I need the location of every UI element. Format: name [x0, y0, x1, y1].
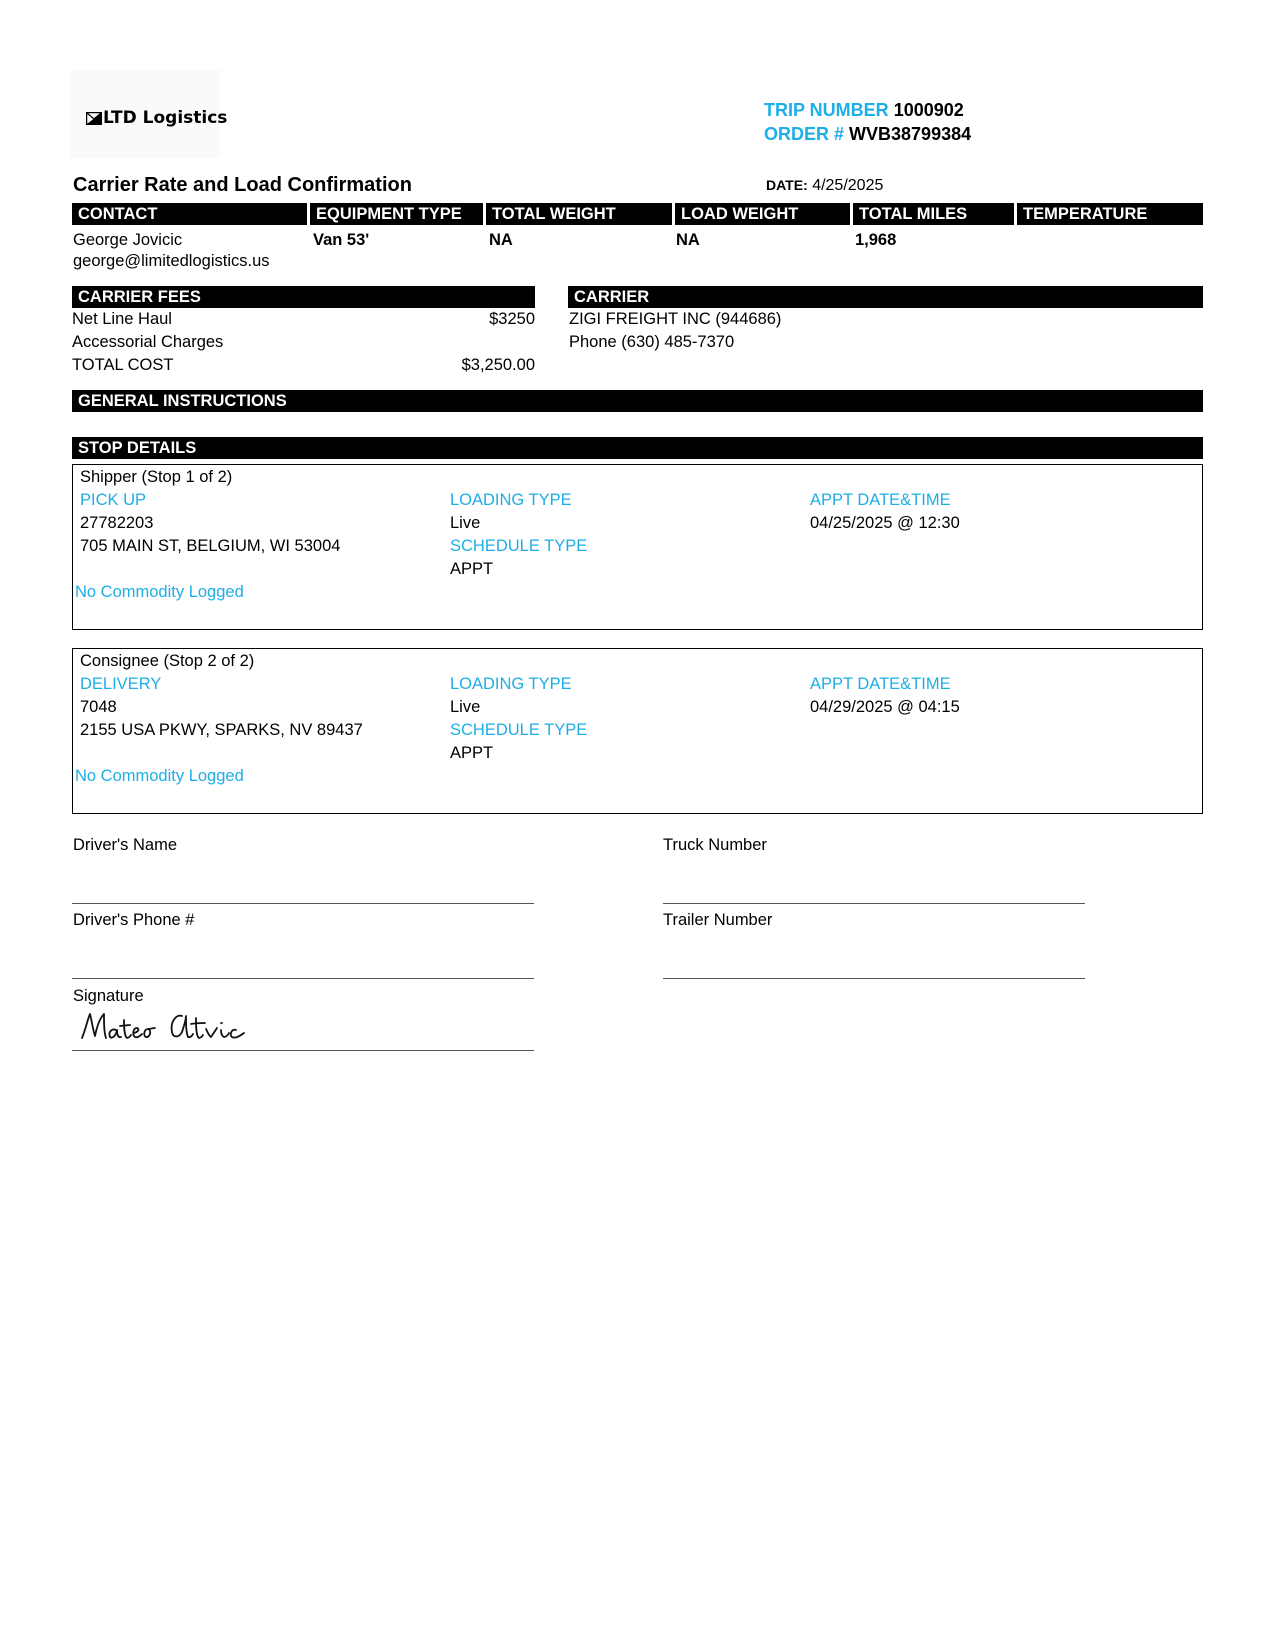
driver-name-label: Driver's Name — [73, 836, 177, 854]
stop-details-header: STOP DETAILS — [72, 437, 1203, 459]
order-number-label: ORDER # — [764, 124, 845, 144]
stop-address: 705 MAIN ST, BELGIUM, WI 53004 — [80, 537, 341, 555]
loading-type-label: LOADING TYPE — [450, 675, 572, 693]
stop-title: Shipper (Stop 1 of 2) — [80, 468, 233, 486]
company-logo — [86, 108, 227, 128]
order-number-line — [764, 122, 971, 146]
carrier-header: CARRIER — [568, 286, 1203, 308]
trip-number-line — [764, 98, 971, 122]
date-label: DATE: — [766, 177, 808, 193]
fee-label-net-line-haul: Net Line Haul — [72, 310, 172, 328]
trip-order-block — [764, 98, 971, 146]
stop-reference: 7048 — [80, 698, 117, 716]
driver-name-line[interactable] — [72, 903, 534, 904]
signature-line[interactable] — [72, 1050, 534, 1051]
header-equipment-type: EQUIPMENT TYPE — [310, 203, 483, 225]
header-load-weight: LOAD WEIGHT — [675, 203, 850, 225]
stop-type-label: DELIVERY — [80, 675, 162, 693]
total-miles-value: 1,968 — [855, 231, 897, 249]
trailer-number-label: Trailer Number — [663, 911, 773, 929]
header-temperature: TEMPERATURE — [1017, 203, 1203, 225]
contact-email[interactable]: george@limitedlogistics.us — [73, 252, 270, 270]
appt-datetime-label: APPT DATE&TIME — [810, 491, 951, 509]
document-date — [766, 177, 883, 195]
stop-reference: 27782203 — [80, 514, 154, 532]
load-weight-value: NA — [676, 231, 700, 249]
general-instructions-header: GENERAL INSTRUCTIONS — [72, 390, 1203, 412]
truck-number-line[interactable] — [663, 903, 1085, 904]
schedule-type-label: SCHEDULE TYPE — [450, 537, 588, 555]
header-total-weight: TOTAL WEIGHT — [486, 203, 672, 225]
loading-type-label: LOADING TYPE — [450, 491, 572, 509]
loading-type-value: Live — [450, 698, 481, 716]
trip-number-value: 1000902 — [893, 100, 964, 120]
driver-phone-label: Driver's Phone # — [73, 911, 195, 929]
carrier-phone: Phone (630) 485-7370 — [569, 333, 735, 351]
fee-value-net-line-haul: $3250 — [489, 310, 535, 328]
stop-type-label: PICK UP — [80, 491, 147, 509]
truck-number-label: Truck Number — [663, 836, 767, 854]
schedule-type-label: SCHEDULE TYPE — [450, 721, 588, 739]
no-commodity-text: No Commodity Logged — [75, 583, 244, 601]
schedule-type-value: APPT — [450, 744, 494, 762]
appt-datetime-value: 04/25/2025 @ 12:30 — [810, 514, 960, 532]
fee-label-accessorial: Accessorial Charges — [72, 333, 224, 351]
fee-value-total-cost: $3,250.00 — [461, 356, 535, 374]
contact-name: George Jovicic — [73, 231, 183, 249]
no-commodity-text: No Commodity Logged — [75, 767, 244, 785]
driver-phone-line[interactable] — [72, 978, 534, 979]
logo-mark-icon — [86, 112, 102, 125]
handwritten-signature — [78, 1008, 278, 1050]
carrier-fees-header: CARRIER FEES — [72, 286, 535, 308]
signature-label: Signature — [73, 987, 144, 1005]
header-total-miles: TOTAL MILES — [853, 203, 1014, 225]
total-weight-value: NA — [489, 231, 513, 249]
schedule-type-value: APPT — [450, 560, 494, 578]
date-value: 4/25/2025 — [812, 177, 884, 194]
stop-title: Consignee (Stop 2 of 2) — [80, 652, 255, 670]
appt-datetime-label: APPT DATE&TIME — [810, 675, 951, 693]
appt-datetime-value: 04/29/2025 @ 04:15 — [810, 698, 960, 716]
header-contact: CONTACT — [72, 203, 307, 225]
carrier-name: ZIGI FREIGHT INC (944686) — [569, 310, 782, 328]
logo-text: LTD Logistics — [103, 108, 228, 128]
trip-number-label: TRIP NUMBER — [764, 100, 889, 120]
trailer-number-line[interactable] — [663, 978, 1085, 979]
document-title: Carrier Rate and Load Confirmation — [73, 174, 412, 196]
equipment-type-value: Van 53' — [313, 231, 370, 249]
fee-label-total-cost: TOTAL COST — [72, 356, 174, 374]
stop-address: 2155 USA PKWY, SPARKS, NV 89437 — [80, 721, 363, 739]
order-number-value: WVB38799384 — [849, 124, 972, 144]
loading-type-value: Live — [450, 514, 481, 532]
